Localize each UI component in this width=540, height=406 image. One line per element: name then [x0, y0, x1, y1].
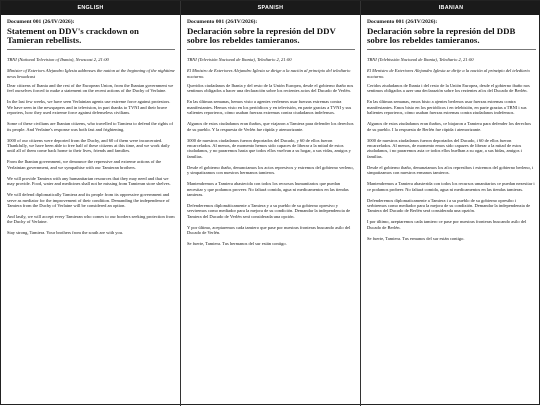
paragraph: Some of these civilians are Ibanian citizens, who travelled to Tamiera to defend the rights of its people. And Verlaine's response was both fast and frightening. [7, 121, 174, 132]
paragraph: We will provide Tamiera with any humanitarian resources that they may need and that we may provide. Food, water and medicines shall not be missing from Tamieran store shelves. [7, 175, 171, 187]
language-header: SPANISH [181, 1, 360, 15]
divider [367, 49, 536, 50]
column-body [181, 15, 360, 247]
paragraph: In the last few weeks, we have seen Verlainian agents use extreme force against protestors. We have seen in the newspapers and in television, in part thanks to TVNI and their brave reporters, how they used extreme force against defenseless civilians. [7, 99, 171, 116]
statement-title: Declaración sobre la represión del DDB sobre los rebeldes tamieranos. [367, 25, 516, 46]
paragraph: Defenderemos diplomáticamente a Tamiera y a su pueblo de su gobierno opresivo y serviremos como mediador para la mejora de su condición. Demandar la independencia de Tamiera del Ducado de Verlén será considerada una opción. [187, 202, 351, 219]
paragraph: Stay strong, Tamiera. Your brothers from the south are with you. [7, 230, 124, 236]
statement-title: Declaración sobre la represión del DDV sobre los rebeldes tamieranos. [187, 25, 336, 46]
column-body [1, 15, 180, 236]
divider [187, 49, 355, 50]
statement-title: Statement on DDV's crackdown on Tamieran rebellists. [7, 25, 139, 46]
paragraph: Defenderemos diplomaticamente a Tamiera i a su pueblo de su gobierno opresibo i serbiremos como mediador para la mejora de su condizión. Demandar la independenzia de Tamiera del Ducado de Berlén será considerada una opzión. [367, 197, 531, 214]
document-number: Document 001 (26/IV/2026): [7, 19, 75, 25]
paragraph: Y por último, aceptaremos cada tamiero que pase por nuestras fronteras buscando asilo del Ducado de Verlén. [187, 224, 351, 236]
column-body [361, 15, 540, 241]
paragraph: Queridos ciudadanos de Ibania y del resto de la Unión Europea, desde el gobierno ibaño nos sentimos obligados a hacer una declaración sobre los recientes actos del Ducado de Verlén. [187, 82, 354, 94]
divider [7, 49, 175, 50]
column-english [1, 1, 181, 406]
paragraph: Se fuerte, Tamiera. Tus ermanos del sur están contigo. [367, 235, 465, 241]
paragraph: En las últimas semanas, hemos visto a agentes verleneos usar fuerzas extremas contra manifestantes. Hemos visto en los periódicos y en televisión, en parte gracias a TVNI y sus valientes reporteros, cómo usaban fuerzas extremas contra ciudadanos indefensos. [187, 99, 352, 116]
paragraph: I por último, azeptaremos cada tamiero ce pase por nuestras fronteras buscando asilo del Ducado de Berlén. [367, 219, 527, 230]
paragraph: Algunos de estos ziudadanos eran ibaños, ce biajaron a Tamiera para defender los derechos de su pueblo. I la respuesta de Berlén fue rápida i atemorizante. [367, 121, 532, 132]
paragraph: Desde el gobierno ibaño, denunziamos los aťos represibos i estremos del gobierno berleno, i simpatizamos con nuestros ermanos tamieros. [367, 164, 534, 176]
paragraph: Desde el gobierno ibaño, denunciamos los actos represivos y extremos del gobierno verleno, y simpatizamos con nuestros hermanos tamieros. [187, 164, 354, 176]
column-ibanian [361, 1, 540, 406]
broadcast-byline: TBNI (Televisión Nacional de Ibania), Telediario 2, 21:00 [187, 56, 292, 62]
document-number: Documento 001 (26/IV/2026): [187, 19, 258, 25]
minister-note: El Menistro de Exteriores Alejandro Iglesia se dirije a la nación al prinzipio del telediario nocturno. [367, 68, 530, 79]
broadcast-byline: TBNI (Telebissión Nacional de Ibania), Telediario 2, 21:00 [367, 56, 474, 62]
paragraph: Se fuerte, Tamiera. Tus hermanos del sur están contigo. [187, 241, 287, 247]
paragraph: And lastly, we will accept every Tamieran who comes to our borders seeking protection from the Duchy of Verlaine. [7, 213, 175, 225]
paragraph: Mantendremos a Tamiera abasteзida con todos los recursos umanitarios ce puedan nezesitar i ce podamos probeer. No faltará comida, agua ni medicamentos en las tiendas tamieras. [367, 181, 535, 192]
minister-note: El Ministro de Exteriores Alejandro Iglesia se dirige a la nación al principio del telediario nocturno. [187, 68, 351, 79]
paragraph: Mantendremos a Tamiera abastecida con todos los recursos humanitarios que puedan necesitar y que podamos proveer. No faltará comida, agua ni medicamentos en las tiendas tamieras. [187, 181, 349, 197]
language-header: ENGLISH [1, 1, 180, 15]
column-spanish [181, 1, 361, 406]
language-header: IBANIAN [361, 1, 540, 15]
paragraph: From the Ibanian government, we denounce the repressive and extreme actions of the Verlainian government, and we sympathise with our Tamieran brothers. [7, 159, 162, 170]
paragraph: Algunos de estos ciudadanos eran ibaños, que viajaron a Tamiera para defender los derechos de su pueblo. Y la respuesta de Verlén fue rápida y atemorizante. [187, 121, 354, 132]
minister-note: Minister of Exteriors Alejandro Iglesia addresses the nation at the beginning of the nighttime news broadcast [7, 68, 175, 79]
broadcast-byline: TBNI (National Television of Ibania), Newscast 2, 21:00 [7, 56, 109, 62]
document-number: Documento 001 (26/IV/2026): [367, 19, 438, 25]
paragraph: 3000 de nuestros ciudadanos fueron deportados del Ducado, y 60 de ellos fueron encarcelados. Al menos, de momento hemos sido capaces de liberar a la mitad de estos ciudadanos, y no pararemos hasta que todos ellos vuelvan a su hogar, a sus vidas, amigos y familias. [187, 137, 351, 159]
paragraph: Ceridos ziudadanos de Ibania i del resto de la Unión Europea, desde el gobierno ibaño nos sentimos obligados a azer una declarazión sobre los rezientes aťos del Ducado de Berlén. [367, 82, 530, 94]
paragraph: 3000 de nuestros ziudadanos fueron deportados del Ducado, i 60 de ellos fueron encarzelados. Al menos, de momento emos sido capazes de liberar a la mitad de estos ziudadanos, i no pararemos asta ce todos ellos buelban a su ogar, a sus bidas, amigos i familias. [367, 137, 522, 159]
paragraph: En las últimas semanas, emos bisto a ajentes berlenos usar fuerzas estremas contra manifestantes. Emos bisto en los periódicos i en telebisión, en parte grazias a TBNI i sus balientes reporteros, cómo usaban fuerzas estremas contra ziudadanos indefensos. [367, 99, 527, 116]
paragraph: 3000 of our citizens were deported from the Duchy, and 60 of them were incarcerated. Thankfully, we have been able to free half of these citizens at this time, and we work daily until all of them come back home to their lives, friends and families. [7, 137, 170, 154]
paragraph: Dear citizens of Ibania and the rest of the European Union, from the Ibanian government we feel ourselves forced to make a statement on the recent actions of the Duchy of Verlaine. [7, 82, 174, 94]
paragraph: We will defend diplomatically Tamiera and its people from its oppressive government and serve as mediator for the improvement of their condition. Demanding the independence of Tamiera from the Duchy of Verlaine will be considered an option. [7, 192, 170, 208]
